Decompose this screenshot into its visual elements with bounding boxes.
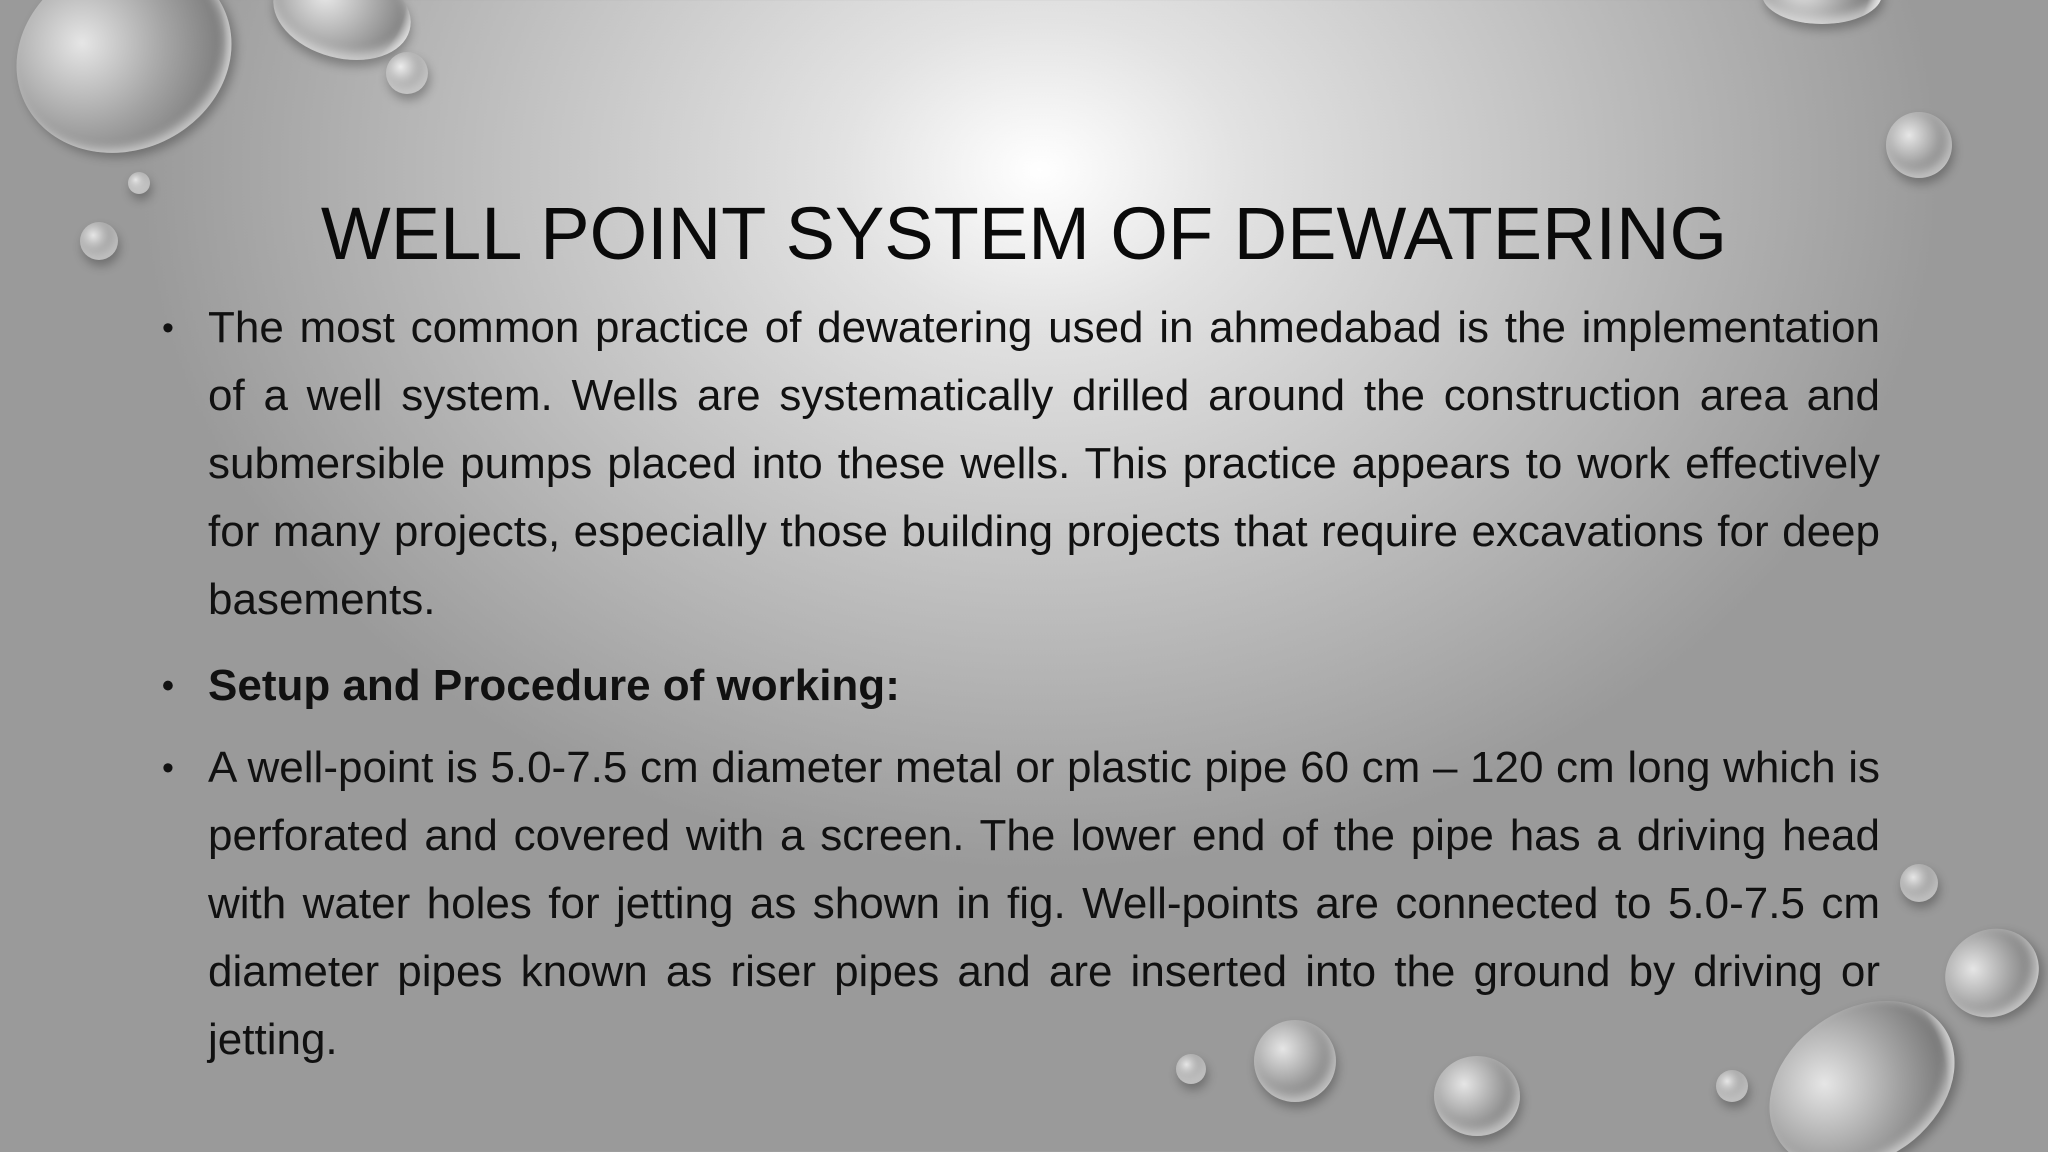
water-droplet-decoration (0, 0, 264, 188)
bullet-item-heading (160, 652, 1880, 720)
bullet-text: A well-point is 5.0-7.5 cm diameter metal or plastic pipe 60 cm – 120 cm long which is perforated and covered with a screen. The lower end of the pipe has a driving head with water holes for jetting as shown in fig. Well-points are connected to 5.0-7.5 cm diameter pipes known as riser pipes and are inserted into the ground by driving or jetting. (208, 743, 1880, 1064)
bullet-item (160, 734, 1880, 1074)
bullet-text: Setup and Procedure of working: (208, 661, 900, 710)
slide-title: WELL POINT SYSTEM OF DEWATERING (320, 192, 1728, 275)
water-droplet-decoration (1886, 112, 1952, 178)
water-droplet-decoration (1929, 912, 2048, 1034)
bullet-dot-icon: • (162, 309, 174, 347)
water-droplet-decoration (1716, 1070, 1748, 1102)
bullet-item (160, 294, 1880, 634)
bullet-dot-icon: • (162, 749, 174, 787)
bullet-dot-icon: • (162, 667, 174, 705)
water-droplet-decoration (386, 52, 428, 94)
water-droplet-decoration (1900, 864, 1938, 902)
bullet-text: The most common practice of dewatering used in ahmedabad is the implementation of a well system. Wells are systematically drilled around the construction area and submersible pumps placed into these wells. This practice appears to work effectively for many projects, especially those building projects that require excavations for deep basements. (208, 303, 1880, 624)
bullet-list (160, 294, 1880, 1074)
water-droplet-decoration (128, 172, 150, 194)
water-droplet-decoration (80, 222, 118, 260)
water-droplet-decoration (1762, 0, 1882, 24)
